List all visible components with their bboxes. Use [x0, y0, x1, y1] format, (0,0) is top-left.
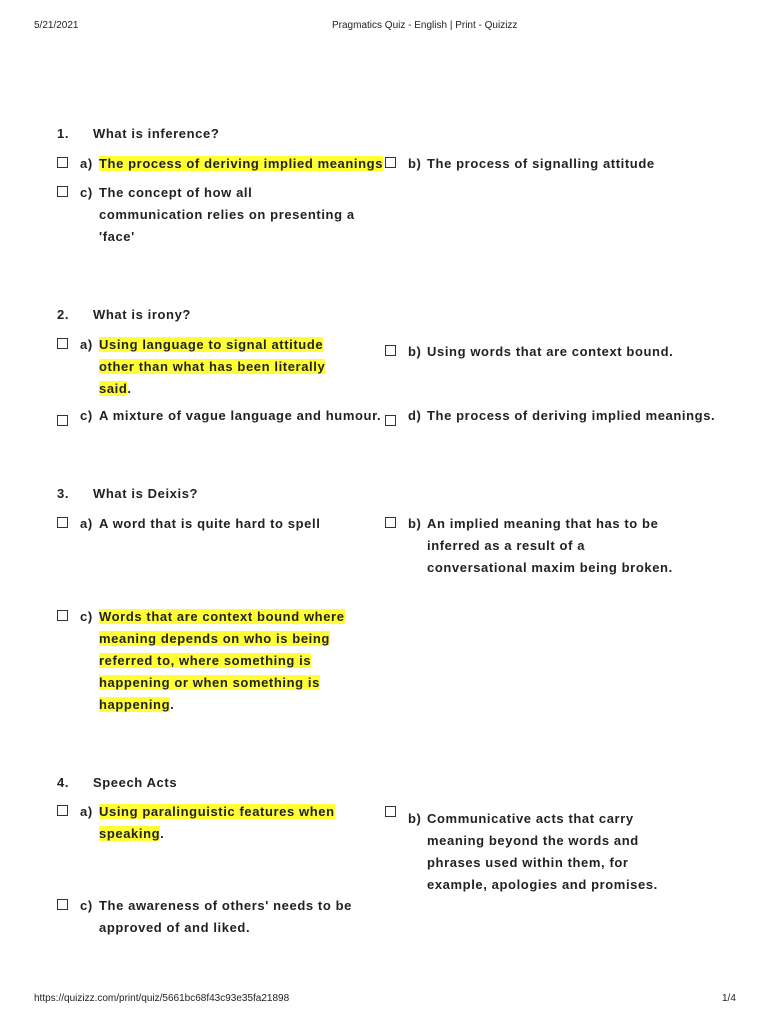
- option-label: c): [80, 609, 93, 624]
- option-label: c): [80, 408, 93, 423]
- checkbox-icon[interactable]: [57, 186, 68, 197]
- question-3: [57, 486, 198, 501]
- option-text: Using language to signal attitude other than what has been literally said: [99, 337, 326, 396]
- question-2: [57, 307, 191, 322]
- option-3c[interactable]: [57, 606, 357, 716]
- checkbox-icon[interactable]: [57, 899, 68, 910]
- question-text: What is Deixis?: [93, 486, 199, 501]
- option-label: d): [408, 408, 422, 423]
- option-1c[interactable]: [57, 182, 359, 248]
- option-label: b): [408, 811, 422, 826]
- option-text: Using paralinguistic features when speaking: [99, 804, 335, 841]
- print-date: 5/21/2021: [34, 20, 79, 31]
- option-label: a): [80, 516, 93, 531]
- option-2b[interactable]: [385, 341, 725, 363]
- option-4a[interactable]: [57, 801, 347, 845]
- option-label: a): [80, 804, 93, 819]
- page-number: 1/4: [722, 993, 736, 1004]
- checkbox-icon[interactable]: [385, 806, 396, 817]
- question-text: What is inference?: [93, 126, 220, 141]
- option-2d[interactable]: [385, 405, 745, 427]
- question-number: 1.: [57, 126, 70, 141]
- question-1: [57, 126, 219, 141]
- option-label: b): [408, 344, 422, 359]
- checkbox-icon[interactable]: [385, 415, 396, 426]
- option-text: Communicative acts that carry meaning beyond the words and phrases used within them, for example, apologies and promises.: [427, 811, 658, 892]
- option-1a[interactable]: [57, 153, 397, 175]
- page-title: Pragmatics Quiz - English | Print - Quizizz: [332, 20, 518, 31]
- option-text: Words that are context bound where meaning depends on who is being referred to, where something is happening or when something is happening: [99, 609, 345, 712]
- checkbox-icon[interactable]: [57, 157, 68, 168]
- checkbox-icon[interactable]: [385, 157, 396, 168]
- checkbox-icon[interactable]: [385, 345, 396, 356]
- option-label: b): [408, 516, 422, 531]
- option-suffix: .: [160, 826, 165, 841]
- footer-url[interactable]: https://quizizz.com/print/quiz/5661bc68f43c93e35fa21898: [34, 993, 290, 1004]
- option-label: a): [80, 337, 93, 352]
- question-text: What is irony?: [93, 307, 191, 322]
- option-text: A word that is quite hard to spell: [99, 516, 321, 531]
- option-4b[interactable]: [385, 808, 685, 896]
- checkbox-icon[interactable]: [57, 805, 68, 816]
- option-3a[interactable]: [57, 513, 357, 535]
- option-label: c): [80, 898, 93, 913]
- checkbox-icon[interactable]: [57, 338, 68, 349]
- question-4: [57, 775, 177, 790]
- question-text: Speech Acts: [93, 775, 178, 790]
- option-suffix: .: [127, 381, 132, 396]
- question-number: 3.: [57, 486, 70, 501]
- question-number: 2.: [57, 307, 70, 322]
- option-2c[interactable]: [57, 405, 397, 427]
- checkbox-icon[interactable]: [57, 415, 68, 426]
- option-3b[interactable]: [385, 513, 685, 579]
- option-text: The process of signalling attitude: [427, 156, 655, 171]
- option-text: A mixture of vague language and humour.: [99, 408, 382, 423]
- option-text: Using words that are context bound.: [427, 344, 674, 359]
- option-2a[interactable]: [57, 334, 347, 400]
- option-suffix: .: [170, 697, 175, 712]
- checkbox-icon[interactable]: [57, 610, 68, 621]
- option-4c[interactable]: [57, 895, 357, 939]
- option-label: a): [80, 156, 93, 171]
- option-text: An implied meaning that has to be inferred as a result of a conversational maxim being broken.: [427, 516, 673, 575]
- checkbox-icon[interactable]: [385, 517, 396, 528]
- option-label: c): [80, 185, 93, 200]
- checkbox-icon[interactable]: [57, 517, 68, 528]
- option-text: The concept of how all communication relies on presenting a 'face': [99, 185, 355, 244]
- option-text: The process of deriving implied meanings: [99, 156, 384, 171]
- option-1b[interactable]: [385, 153, 725, 175]
- question-number: 4.: [57, 775, 70, 790]
- option-label: b): [408, 156, 422, 171]
- option-text: The process of deriving implied meanings.: [427, 408, 716, 423]
- option-text: The awareness of others' needs to be approved of and liked.: [99, 898, 352, 935]
